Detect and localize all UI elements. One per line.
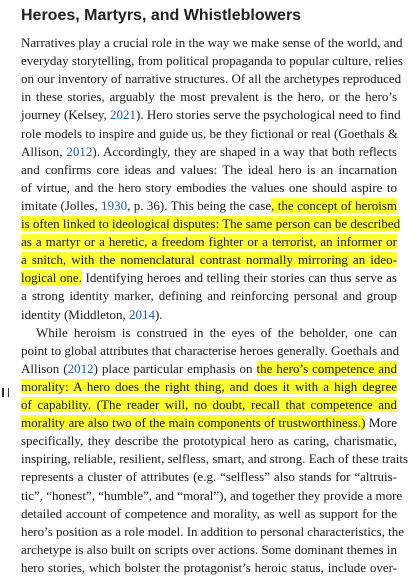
text-segment: on our inventory of narrative structures. Of all the archetypes reproduced <box>21 71 402 87</box>
text-segment: imitate (Jolles, <box>21 197 102 213</box>
text-line <box>21 215 401 233</box>
text-segment: Allison ( <box>21 360 68 376</box>
text-segment: inspiring, reliable, resilient, selfless, smart, and strong. Each of these traits <box>21 451 409 467</box>
text-line <box>21 52 403 70</box>
highlighted-text: as a martyr or a heretic, a freedom fighter or a terrorist, an informer or <box>21 234 397 250</box>
text-segment: represents a cluster of attributes (e.g. “selfless” also stands for “altruis- <box>21 469 397 485</box>
text-segment: of virtue, and the hero story embodies the values one should aspire to <box>21 179 397 195</box>
text-segment: More <box>365 415 397 431</box>
text-segment: a strong identity marker, defining and reinforcing personal and group <box>21 288 397 304</box>
highlighted-text: logical one. <box>21 270 82 286</box>
text-line <box>21 505 397 523</box>
text-line <box>21 306 397 324</box>
highlighted-text: a snitch, with the nomenclatural contrast normally mirroring an ideo- <box>21 252 397 268</box>
highlighted-text: the hero’s competence and <box>256 360 397 376</box>
text-segment: Narratives play a crucial role in the way we make sense of the world, and <box>21 35 403 50</box>
text-segment: role models to inspire and guide us, be they fictional or real (Goethals & <box>21 125 398 141</box>
citation-year[interactable]: 2014 <box>128 306 155 322</box>
text-line <box>21 487 403 505</box>
text-segment: identity (Middleton, <box>21 306 129 322</box>
highlighted-text: is often linked to ideological disputes: The same person can be described <box>21 216 401 231</box>
text-segment: journey (Kelsey, <box>21 107 111 123</box>
text-segment: Allison, <box>21 143 67 159</box>
text-line <box>21 378 397 396</box>
text-segment: ). Hero stories serve the psychological need to find <box>136 107 401 123</box>
text-line <box>21 125 397 143</box>
text-segment: specifically, they describe the prototypical hero as caring, charismatic, <box>21 433 397 449</box>
text-line <box>21 269 397 287</box>
text-line <box>21 106 401 124</box>
text-segment: and confirms core ideas and values: The ideal hero is an incarnation <box>21 161 397 177</box>
text-line <box>21 468 397 486</box>
text-line <box>21 287 397 305</box>
text-segment: hero stories, which bolster the protagonist’s heroic status, include over- <box>21 559 397 575</box>
highlighted-text: , the concept of heroism <box>271 197 398 213</box>
text-segment: ). <box>154 306 163 322</box>
text-line <box>21 251 397 269</box>
text-line <box>21 143 397 161</box>
text-segment: point to global attributes that characterise heroes generally. Goethals and <box>21 342 400 358</box>
text-segment: ) place particular emphasis on <box>93 360 257 376</box>
text-segment: Identifying heroes and telling their stories can thus serve as <box>81 270 397 286</box>
highlighted-text: morality: A hero does the right thing, and does it with a high degree <box>21 378 397 394</box>
text-line <box>21 523 405 541</box>
text-segment: While heroism is construed in the eyes of the beholder, one can <box>36 324 397 340</box>
text-line <box>21 179 397 197</box>
text-line <box>21 414 397 432</box>
margin-marker <box>2 388 9 397</box>
text-segment: tic”, “honest”, “humble”, and “moral”), and together they provide a more <box>21 487 403 503</box>
text-line <box>21 432 397 450</box>
citation-year[interactable]: 2012 <box>66 143 93 159</box>
text-segment: ). Accordingly, they are shaped in a way that both reflects <box>92 143 397 159</box>
text-line <box>21 161 397 179</box>
citation-year[interactable]: 1930 <box>101 197 128 213</box>
text-line <box>21 197 397 215</box>
text-segment: hero’s position as a role model. In addition to personal characteristics, the <box>21 523 405 539</box>
text-line <box>21 34 403 52</box>
text-line <box>21 450 409 468</box>
text-line <box>21 233 397 251</box>
text-segment: in these stories, arguably the most prevalent is the hero, or the hero’s <box>21 89 397 105</box>
text-line <box>21 88 397 106</box>
text-segment: everyday storytelling, from political propaganda to popular culture, relies <box>21 53 403 69</box>
citation-year[interactable]: 2012 <box>67 360 94 376</box>
citation-year[interactable]: 2021 <box>110 107 137 123</box>
text-segment: , p. 36). This being the case <box>127 197 272 213</box>
text-line <box>21 70 402 88</box>
text-line <box>36 324 397 342</box>
text-line <box>21 396 397 414</box>
text-segment: archetype is also built on scripts over actions. Some dominant themes in <box>21 541 397 557</box>
text-line <box>21 360 397 378</box>
text-segment: detailed account of competence and morality, as well as support for the <box>21 505 397 521</box>
highlighted-text: of capability. (The reader will, no doubt, recall that competence and <box>21 397 397 412</box>
highlighted-text: morality are also two of the main components of trustworthiness.) <box>21 415 366 431</box>
text-line <box>21 342 400 360</box>
section-heading: Heroes, Martyrs, and Whistleblowers <box>21 7 302 24</box>
text-line <box>21 559 397 577</box>
